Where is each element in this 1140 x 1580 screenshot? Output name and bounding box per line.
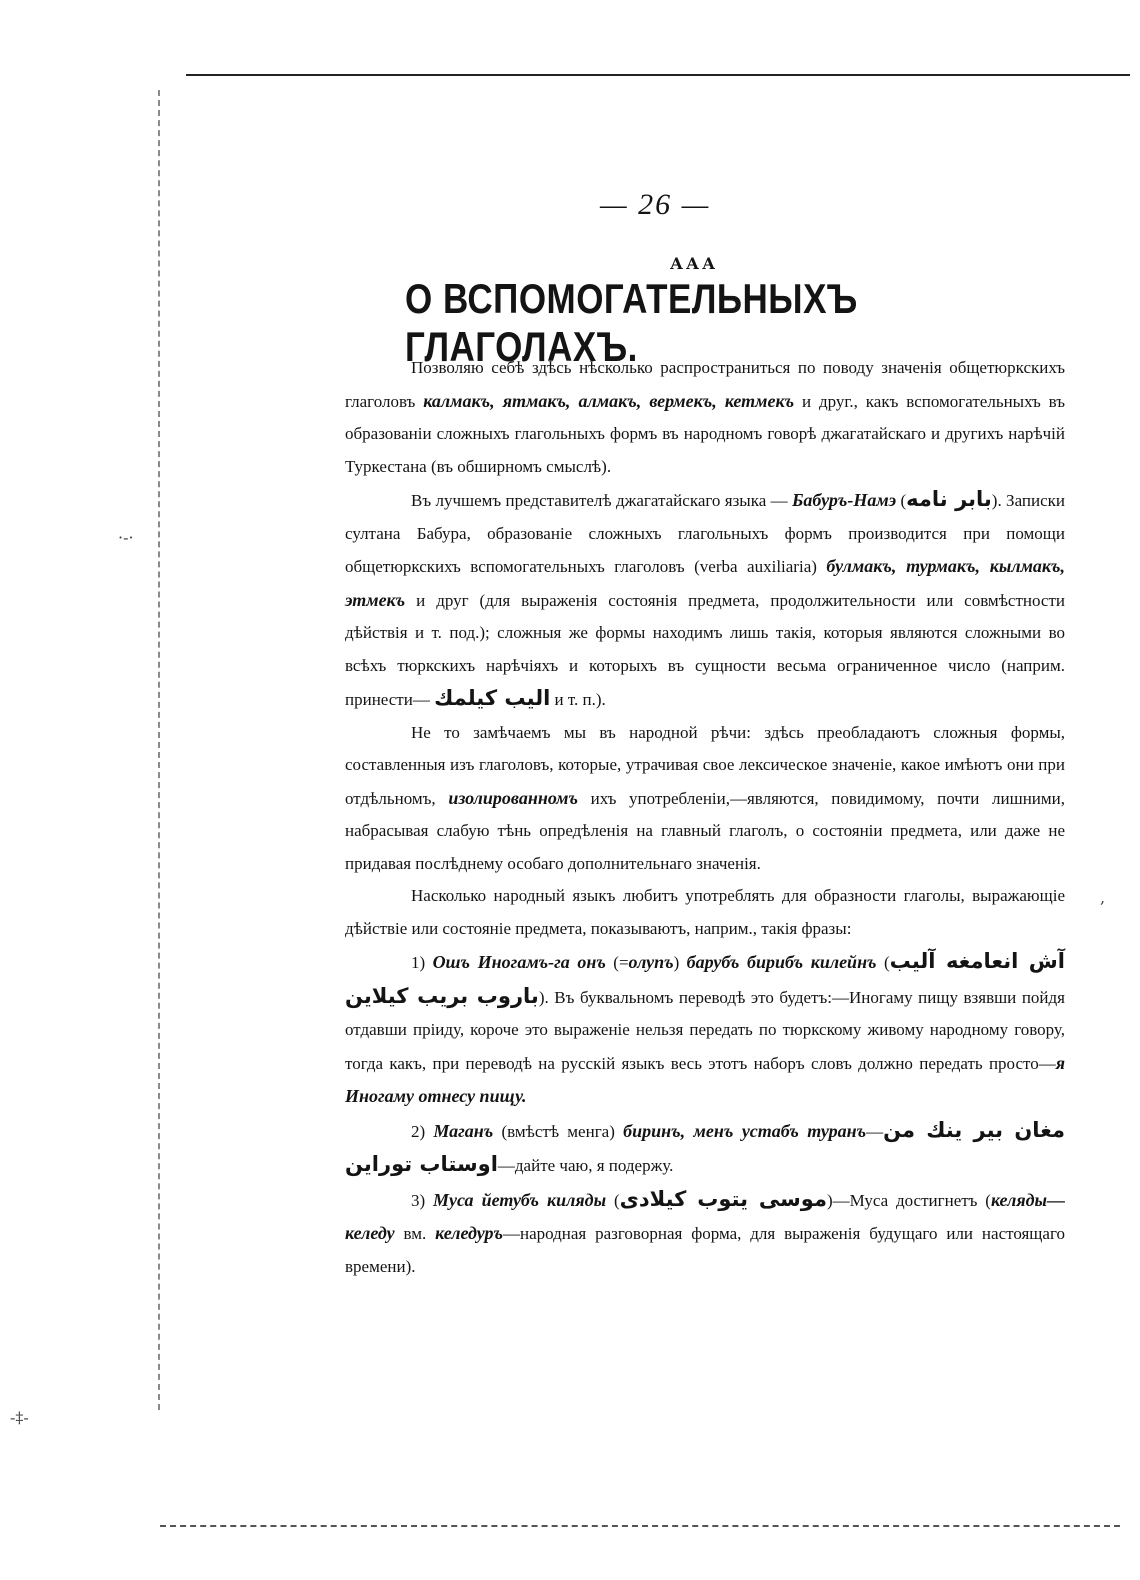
paragraph-1: [345, 352, 1065, 483]
page-number: — 26 —: [600, 188, 711, 221]
verb-list: калмакъ, ятмакъ, алмакъ, вермекъ, кетмекъ: [423, 390, 795, 411]
arabic-text: موسی یتوب کیلادی: [619, 1186, 827, 1211]
example-3: [345, 1183, 1065, 1284]
text-run: —дайте чаю, я подержу.: [497, 1156, 674, 1175]
text-run: )—Муса достигнетъ (: [826, 1190, 991, 1210]
phrase: келедуръ: [435, 1223, 503, 1243]
left-margin-mark: ·-·: [118, 528, 134, 547]
text-run: и т. п.).: [550, 690, 606, 709]
example-number: 2): [411, 1121, 434, 1141]
text-run: (=: [605, 953, 629, 972]
text-run: менга: [567, 1121, 610, 1141]
text-run: и друг (для выраженія состоянія предмета, продолжительности или совмѣстности дѣйствія и т. под.); сложныя же формы находимъ лишь такія, которыя являются сложными во всѣхъ тюркскихъ нарѣчіяхъ и которыхъ въ сущности весьма ограниченное число (наприм. принести—: [345, 590, 1065, 709]
arabic-text: بابر نامه: [906, 487, 992, 511]
example-2: [345, 1114, 1065, 1183]
translation: я Иногаму отнесу пищу.: [345, 1052, 1065, 1106]
arabic-text: الیب کیلمك: [434, 686, 551, 710]
text-run: вм.: [394, 1224, 436, 1243]
verb-list: булмакъ, турмакъ, кылмакъ, этмекъ: [345, 556, 1066, 610]
phrase: биринъ, менъ устабъ туранъ: [623, 1120, 867, 1141]
text-run: —: [866, 1121, 884, 1141]
phrase: Муса йетубъ киляды: [433, 1189, 607, 1210]
arabic-text: آش انعامغه آلیب باروب بریب کیلاین: [345, 949, 1065, 1008]
text-run: ). Въ буквальномъ переводѣ это будетъ:—Иногаму пищу взявши пойдя отдавши пріиду, короче это выраженіе нельзя передать по тюркскому живому народному говору, тогда какъ, при переводѣ на русскій языкъ весь этотъ наборъ словъ должно передать просто—: [345, 987, 1065, 1073]
phrase: келяды—келеду: [345, 1189, 1066, 1243]
body-text: [345, 352, 1065, 1283]
text-run: (: [876, 953, 890, 972]
arabic-text: مغان بیر ینك من اوستاب توراین: [345, 1117, 1066, 1176]
bottom-rule: [160, 1525, 1120, 1527]
paragraph-3: [345, 717, 1065, 881]
top-rule: [186, 74, 1130, 76]
phrase: барубъ бирибъ килейнъ: [686, 952, 877, 972]
book-title: Бабуръ-Намэ: [791, 490, 897, 510]
left-margin-mark: -‡-: [10, 1408, 29, 1427]
text-run: ). Записки султана Бабура, образованіе сложныхъ глагольныхъ формъ производится при помощи общетюркскихъ вспомогательныхъ глаголовъ (verba auxiliaria): [345, 491, 1065, 576]
example-1: [345, 945, 1065, 1114]
text-run: Не то замѣчаемъ мы въ народной рѣчи: здѣсь преобладаютъ сложныя формы, составленныя изъ глаголовъ, которые, утрачивая свое лексическое значеніе, какое имѣютъ они при отдѣльномъ,: [345, 722, 1065, 808]
text-run: —народная разговорная форма, для выраженія будущаго или настоящаго времени).: [345, 1224, 1065, 1276]
text-run: Позволяю себѣ здѣсь нѣсколько распространиться по поводу значенія общетюркскихъ глаголовъ: [345, 358, 1065, 411]
left-margin-edge: [158, 90, 160, 1410]
text-run: (: [606, 1190, 620, 1210]
text-run: и друг., какъ вспомогательныхъ въ образованіи сложныхъ глагольныхъ формъ въ народномъ говорѣ джагатайскаго и другихъ нарѣчій Туркестана (въ обширномъ смыслѣ).: [345, 391, 1066, 476]
phrase: Ошъ Иногамъ-га онъ: [432, 952, 606, 972]
example-number: 1): [411, 953, 433, 972]
phrase: Маганъ: [433, 1120, 494, 1141]
paragraph-4: Насколько народный языкъ любитъ употреблять для образности глаголы, выражающіе дѣйствіе или состояніе предмета, показываютъ, наприм., такія фразы:: [345, 886, 1065, 938]
text-run: Въ лучшемъ представителѣ джагатайскаго языка —: [411, 491, 792, 510]
text-run: ): [673, 953, 687, 972]
right-margin-mark: ,: [1100, 888, 1106, 907]
page-title: О ВСПОМОГАТЕЛЬНЫХЪ ГЛАГОЛАХЪ.: [405, 276, 858, 371]
pencil-mark: ААА: [670, 254, 719, 273]
phrase: олупъ: [628, 952, 674, 972]
text-run: ихъ употребленіи,—являются, повидимому, почти лишними, набрасывая слабую тѣнь опредѣленія на главный глаголъ, о состояніи предмета, или даже не придавая послѣднему особаго дополнительнаго значенія.: [345, 788, 1065, 873]
text-run: (вмѣстѣ: [493, 1121, 568, 1141]
example-number: 3): [411, 1190, 434, 1210]
text-run: (: [896, 491, 907, 510]
emphasis-term: изолированномъ: [448, 787, 578, 808]
text-run: ): [609, 1121, 624, 1141]
paragraph-2: [345, 483, 1065, 717]
